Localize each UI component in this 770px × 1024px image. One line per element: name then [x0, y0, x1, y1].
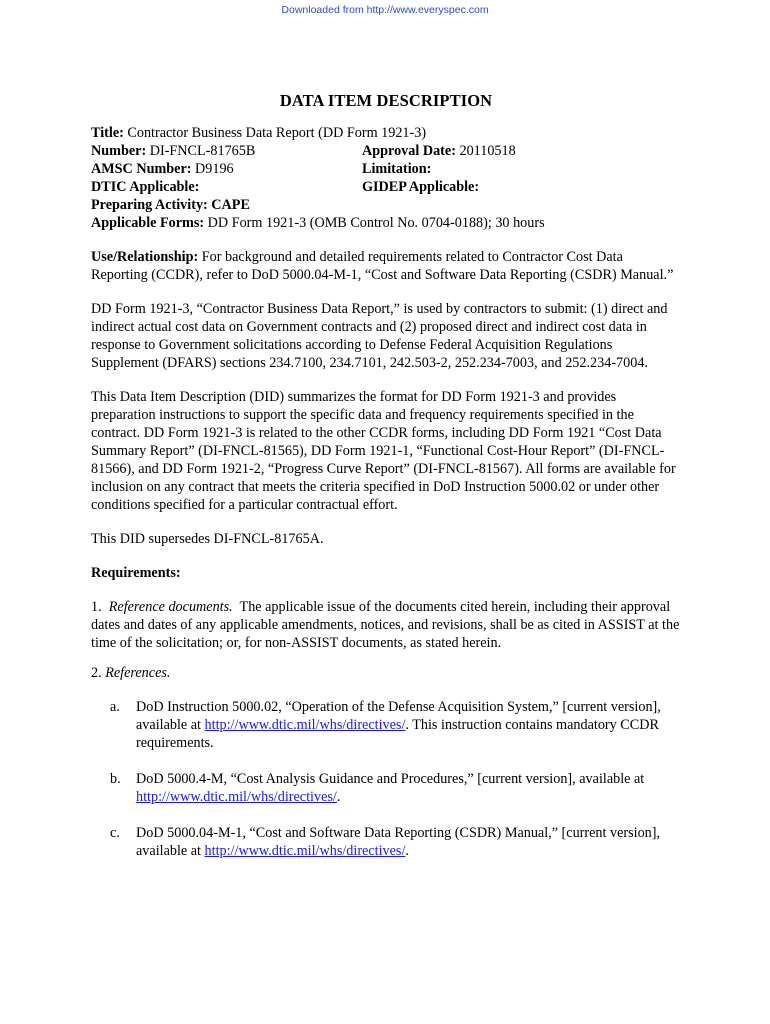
forms-row [91, 214, 681, 232]
req1-heading: Reference documents. [108, 599, 233, 615]
supersedes-paragraph: This DID supersedes DI-FNCL-81765A. [91, 531, 324, 547]
reference-marker: c. [110, 825, 120, 841]
reference-item-a [91, 698, 681, 752]
title-label: Title: [91, 125, 124, 141]
document-page [91, 92, 681, 878]
approval-label: Approval Date: [362, 143, 456, 159]
preparing-row [91, 196, 681, 214]
reference-item-c [91, 824, 681, 860]
reference-text-before: DoD Instruction 5000.02, “Operation of the Defense Acquisition System,” [current version], available at [136, 699, 661, 733]
use-relationship-paragraph [91, 248, 681, 284]
number-row [91, 142, 681, 160]
req2-heading: References. [105, 665, 171, 681]
reference-link[interactable]: http://www.dtic.mil/whs/directives/ [204, 717, 406, 733]
req1-number: 1. [91, 599, 102, 615]
forms-label: Applicable Forms: [91, 215, 205, 231]
requirement-2 [91, 664, 681, 682]
reference-marker: a. [110, 699, 120, 715]
reference-marker: b. [110, 771, 121, 787]
did-summary-paragraph: This Data Item Description (DID) summarizes the format for DD Form 1921-3 and provides preparation instructions to support the specific data and frequency requirements specified in the contract. DD Form 1921-3 is related to the other CCDR forms, including DD Form 1921 “Cost Data Summary Report” (DI-FNCL-81565), DD Form 1921-1, “Functional Cost-Hour Report” (DI-FNCL-81566), and DD Form 1921-2, “Progress Curve Report” (DI-FNCL-81567). All forms are available for inclusion on any contract that meets the criteria specified in DoD Instruction 5000.02 or under other conditions specified for a particular contractual effort. [91, 389, 676, 513]
references-list [91, 698, 681, 860]
gidep-label: GIDEP Applicable: [362, 179, 480, 195]
title-row [91, 124, 681, 142]
reference-text-after: . [336, 789, 341, 805]
reference-text [136, 824, 681, 860]
reference-link[interactable]: http://www.dtic.mil/whs/directives/ [136, 789, 337, 805]
reference-text-after: . This instruction contains mandatory CCDR requirements. [136, 717, 659, 751]
reference-text [136, 770, 681, 806]
number-label: Number: [91, 143, 147, 159]
watermark-text: Downloaded from http://www.everyspec.com [281, 4, 489, 16]
requirement-1 [91, 598, 681, 652]
limitation-label: Limitation: [362, 161, 432, 177]
use-text: For background and detailed requirements related to Contractor Cost Data Reporting (CCDR), refer to DoD 5000.04-M-1, “Cost and Software Data Reporting (CSDR) Manual.” [91, 249, 674, 283]
reference-text [136, 698, 681, 752]
amsc-value: D9196 [195, 161, 234, 177]
reference-item-b [91, 770, 681, 806]
reference-text-before: DoD 5000.4-M, “Cost Analysis Guidance and Procedures,” [current version], available at [136, 771, 645, 787]
header-block [91, 124, 681, 232]
use-label: Use/Relationship: [91, 249, 199, 265]
reference-text-before: DoD 5000.04-M-1, “Cost and Software Data Reporting (CSDR) Manual,” [current version], available at [136, 825, 661, 859]
approval-value: 20110518 [459, 143, 516, 159]
document-title: DATA ITEM DESCRIPTION [279, 91, 493, 110]
requirements-heading: Requirements: [91, 565, 181, 581]
req2-number: 2. [91, 665, 102, 681]
forms-value: DD Form 1921-3 (OMB Control No. 0704-0188); 30 hours [207, 215, 545, 231]
title-value: Contractor Business Data Report (DD Form 1921-3) [127, 125, 427, 141]
number-value: DI-FNCL-81765B [149, 143, 256, 159]
dd-form-paragraph: DD Form 1921-3, “Contractor Business Data Report,” is used by contractors to submit: (1) direct and indirect actual cost data on Government contracts and (2) proposed direct and indirect cost data in response to Government solicitations according to Defense Federal Acquisition Regulations Supplement (DFARS) sections 234.7100, 234.7101, 242.503-2, 252.234-7003, and 252.234-7004. [91, 301, 668, 371]
amsc-row [91, 160, 681, 178]
dtic-label: DTIC Applicable: [91, 179, 200, 195]
dtic-row [91, 178, 681, 196]
preparing-activity: Preparing Activity: CAPE [91, 197, 250, 213]
reference-text-after: . [405, 843, 409, 859]
req1-text: The applicable issue of the documents cited herein, including their approval dates and dates of any applicable amendments, notices, and revisions, shall be as cited in ASSIST at the time of the solicitation; or, for non-ASSIST documents, as stated herein. [91, 599, 680, 651]
amsc-label: AMSC Number: [91, 161, 192, 177]
reference-link[interactable]: http://www.dtic.mil/whs/directives/ [204, 843, 406, 859]
